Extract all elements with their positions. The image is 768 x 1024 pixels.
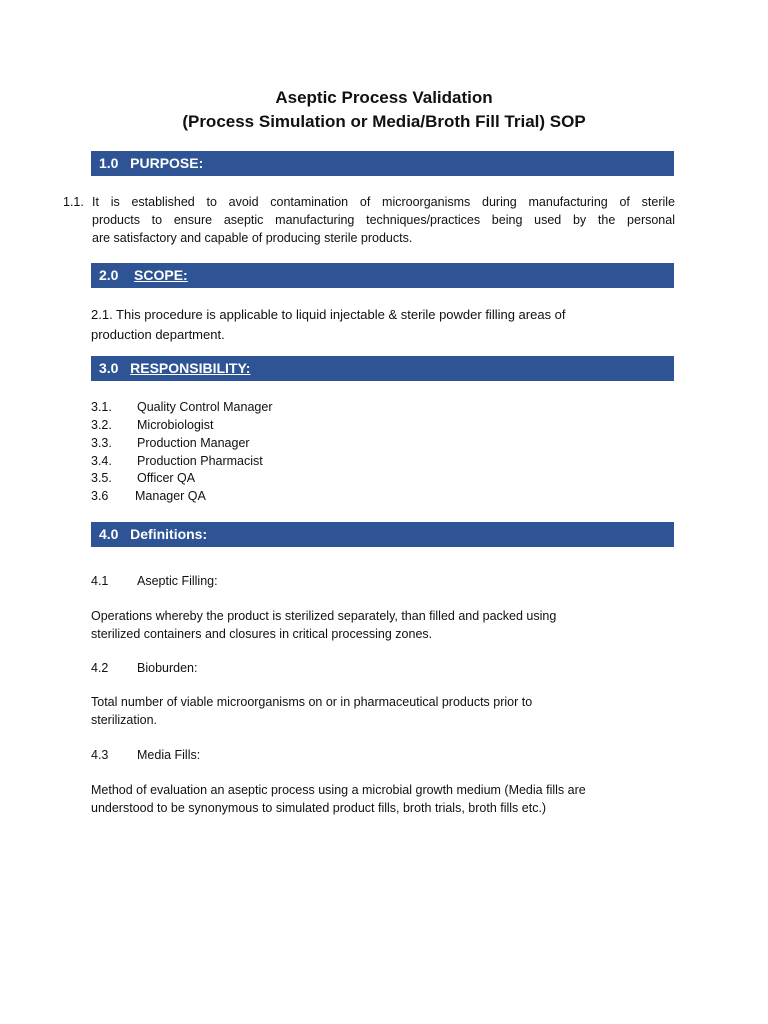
section-number: 2.0 xyxy=(99,267,119,283)
definition-term: Aseptic Filling: xyxy=(137,574,218,588)
document-title: Aseptic Process Validation xyxy=(275,88,493,107)
purpose-text xyxy=(92,193,675,247)
definition-text xyxy=(91,607,691,643)
section-heading: PURPOSE: xyxy=(130,155,204,171)
item-label: Quality Control Manager xyxy=(137,400,273,414)
definition-line: Total number of viable microorganisms on or in pharmaceutical products prior to xyxy=(91,695,533,709)
section-header-responsibility xyxy=(91,356,674,381)
scope-text xyxy=(91,305,691,345)
item-number: 3.6 xyxy=(91,489,109,503)
purpose-item-number: 1.1. xyxy=(63,195,84,209)
definition-number: 4.1 xyxy=(91,574,109,588)
definition-term: Media Fills: xyxy=(137,748,201,762)
section-heading: Definitions: xyxy=(130,526,208,542)
definition-line: Method of evaluation an aseptic process using a microbial growth medium (Media fills are xyxy=(91,783,586,797)
section-header-definitions xyxy=(91,522,674,547)
definition-number: 4.3 xyxy=(91,748,109,762)
item-label: Production Pharmacist xyxy=(137,454,263,468)
scope-line-1: 2.1. This procedure is applicable to liquid injectable & sterile powder filling areas of xyxy=(91,307,566,322)
item-number: 3.4. xyxy=(91,454,112,468)
purpose-line-3: are satisfactory and capable of producing sterile products. xyxy=(92,231,413,245)
item-number: 3.2. xyxy=(91,418,112,432)
definition-text xyxy=(91,781,691,817)
section-heading: SCOPE: xyxy=(134,267,188,283)
definition-line: sterilized containers and closures in critical processing zones. xyxy=(91,627,433,641)
item-label: Officer QA xyxy=(137,471,196,485)
definition-term: Bioburden: xyxy=(137,661,198,675)
section-number: 4.0 xyxy=(99,526,119,542)
definition-text xyxy=(91,693,691,729)
document-subtitle: (Process Simulation or Media/Broth Fill Trial) SOP xyxy=(182,112,586,131)
item-number: 3.5. xyxy=(91,471,112,485)
item-label: Manager QA xyxy=(135,489,206,503)
item-number: 3.3. xyxy=(91,436,112,450)
definition-line: Operations whereby the product is sterilized separately, than filled and packed using xyxy=(91,609,557,623)
definition-line: understood to be synonymous to simulated product fills, broth trials, broth fills etc.) xyxy=(91,801,547,815)
section-header-scope xyxy=(91,263,674,288)
item-number: 3.1. xyxy=(91,400,112,414)
definition-line: sterilization. xyxy=(91,713,157,727)
section-header-purpose xyxy=(91,151,674,176)
item-label: Microbiologist xyxy=(137,418,214,432)
section-heading: RESPONSIBILITY: xyxy=(130,360,251,376)
section-number: 3.0 xyxy=(99,360,119,376)
scope-line-2: production department. xyxy=(91,327,225,342)
purpose-line-2: products to ensure aseptic manufacturing techniques/practices being used by the personal xyxy=(92,213,675,227)
purpose-line-1: It is established to avoid contamination of microorganisms during manufacturing of sterile xyxy=(92,195,675,209)
definition-number: 4.2 xyxy=(91,661,109,675)
item-label: Production Manager xyxy=(137,436,250,450)
section-number: 1.0 xyxy=(99,155,119,171)
